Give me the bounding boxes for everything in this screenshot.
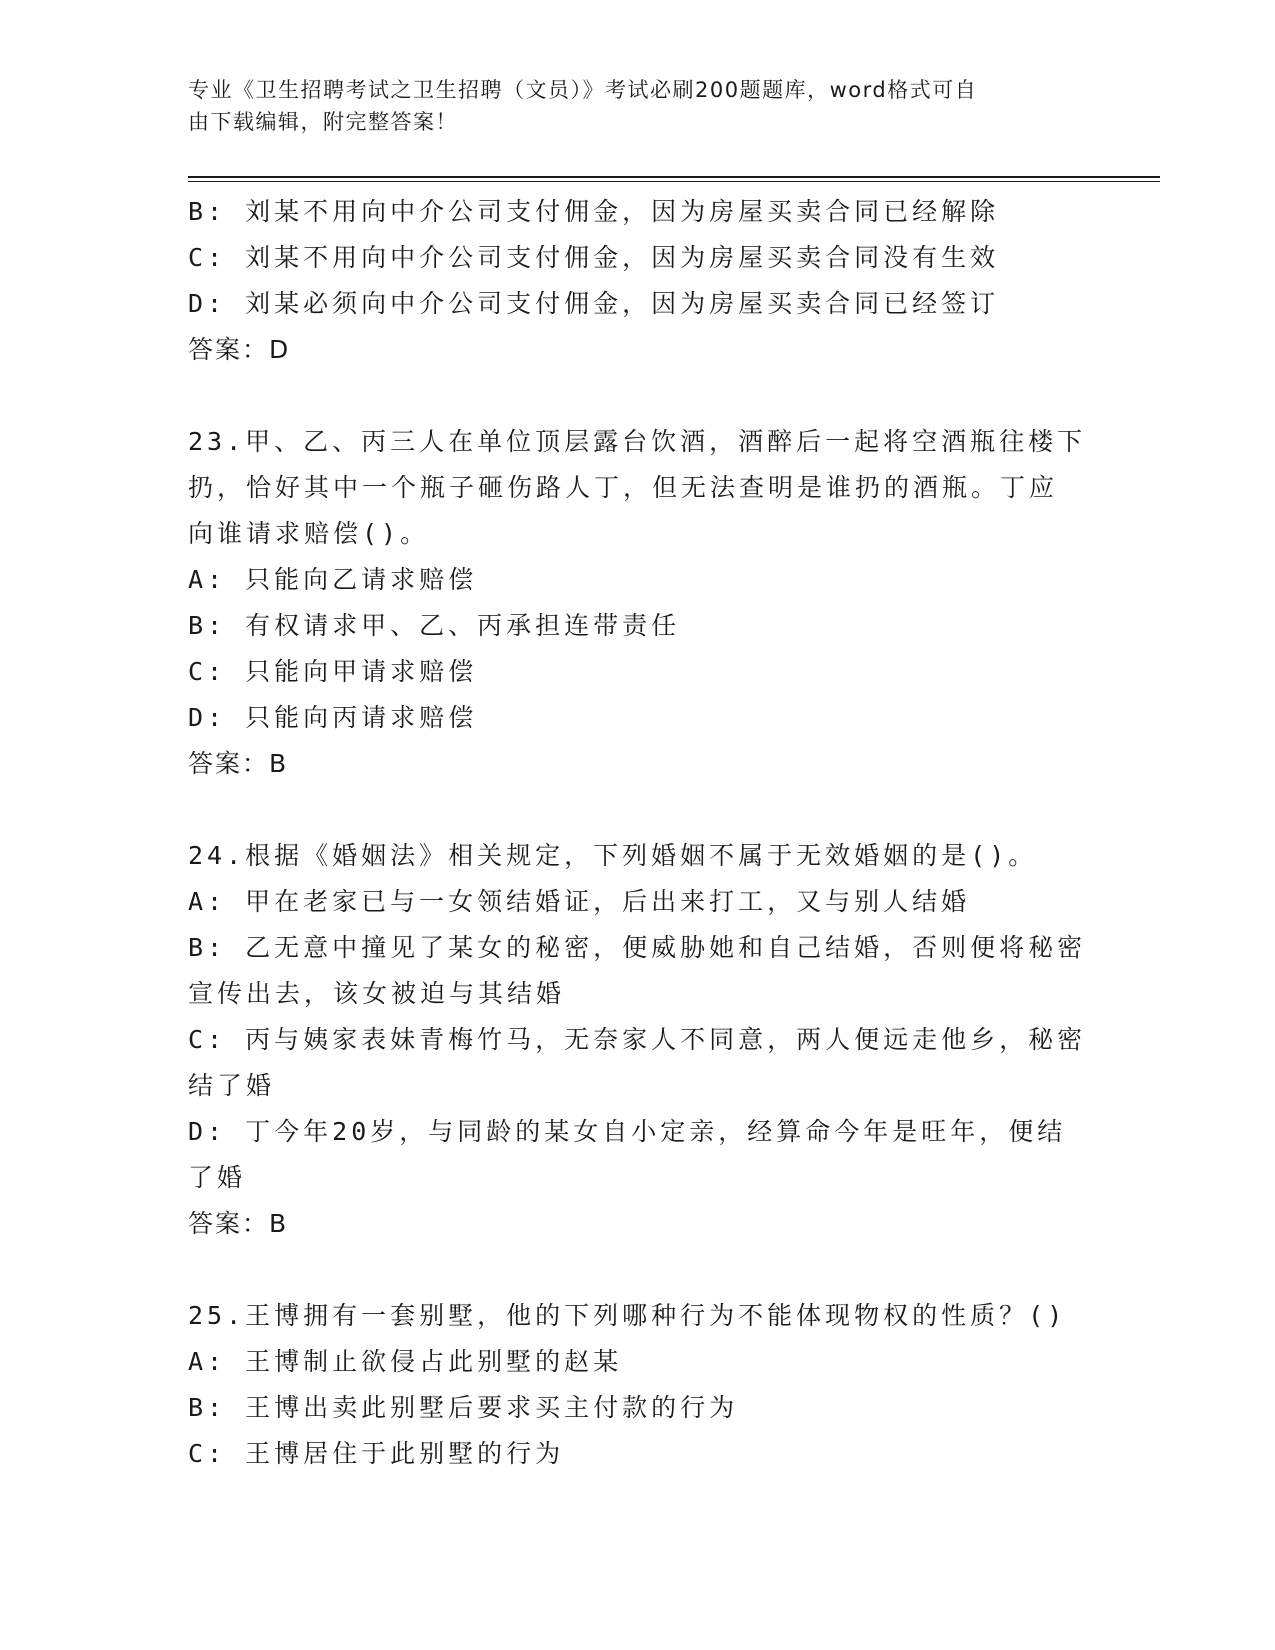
answer-label: 答案：D	[188, 335, 291, 364]
option-b: B: 乙无意中撞见了某女的秘密，便威胁她和自己结婚，否则便将秘密	[188, 933, 1087, 962]
question-stem: 24.根据《婚姻法》相关规定，下列婚姻不属于无效婚姻的是()。	[188, 841, 1038, 870]
option-a: A: 只能向乙请求赔偿	[188, 565, 478, 594]
question-22	[188, 189, 1088, 373]
option-d: D: 只能向丙请求赔偿	[188, 703, 478, 732]
header-line-1: 专业《卫生招聘考试之卫生招聘（文员）》考试必刷200题题库，word格式可自	[188, 78, 978, 102]
option-d-continued: 了婚	[188, 1163, 247, 1192]
spacer	[188, 787, 1088, 833]
question-stem: 23.甲、乙、丙三人在单位顶层露台饮酒，酒醉后一起将空酒瓶往楼下	[188, 427, 1087, 456]
option-d: D: 刘某必须向中介公司支付佣金，因为房屋买卖合同已经签订	[188, 289, 1000, 318]
question-23	[188, 419, 1088, 787]
option-c: C: 丙与姨家表妹青梅竹马，无奈家人不同意，两人便远走他乡，秘密	[188, 1025, 1087, 1054]
answer-label: 答案：B	[188, 1209, 289, 1238]
header-divider-thin	[188, 181, 1160, 182]
question-stem: 向谁请求赔偿()。	[188, 519, 430, 548]
option-b: B: 刘某不用向中介公司支付佣金，因为房屋买卖合同已经解除	[188, 197, 1000, 226]
question-stem: 25.王博拥有一套别墅，他的下列哪种行为不能体现物权的性质？()	[188, 1301, 1067, 1330]
option-a: A: 王博制止欲侵占此别墅的赵某	[188, 1347, 623, 1376]
question-24	[188, 833, 1088, 1247]
header-line-2: 由下载编辑，附完整答案！	[188, 110, 458, 134]
option-d: D: 丁今年20岁，与同龄的某女自小定亲，经算命今年是旺年，便结	[188, 1117, 1067, 1146]
option-b-continued: 宣传出去，该女被迫与其结婚	[188, 979, 566, 1008]
option-a: A: 甲在老家已与一女领结婚证，后出来打工，又与别人结婚	[188, 887, 971, 916]
spacer	[188, 373, 1088, 419]
option-c: C: 只能向甲请求赔偿	[188, 657, 478, 686]
option-c: C: 刘某不用向中介公司支付佣金，因为房屋买卖合同没有生效	[188, 243, 1000, 272]
option-c: C: 王博居住于此别墅的行为	[188, 1439, 565, 1468]
option-b: B: 有权请求甲、乙、丙承担连带责任	[188, 611, 681, 640]
header-divider-thick	[188, 176, 1160, 178]
document-header	[188, 74, 1068, 138]
option-c-continued: 结了婚	[188, 1071, 276, 1100]
answer-label: 答案：B	[188, 749, 289, 778]
spacer	[188, 1247, 1088, 1293]
option-b: B: 王博出卖此别墅后要求买主付款的行为	[188, 1393, 739, 1422]
question-stem: 扔，恰好其中一个瓶子砸伤路人丁，但无法查明是谁扔的酒瓶。丁应	[188, 473, 1059, 502]
question-25	[188, 1293, 1088, 1477]
question-list	[188, 189, 1088, 1477]
